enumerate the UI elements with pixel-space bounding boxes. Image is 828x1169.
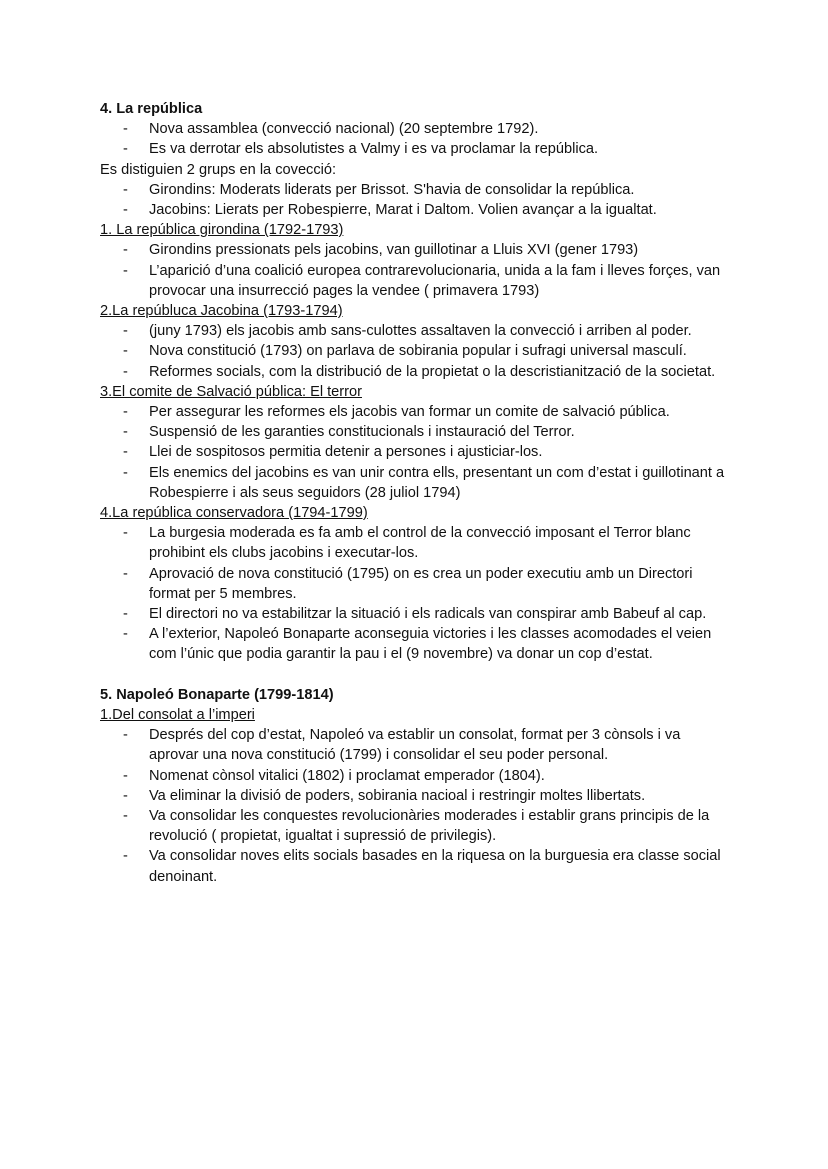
subsection-girondina-heading: 1. La república girondina (1792-1793) (100, 222, 344, 239)
list-item: - Es va derrotar els absolutistes a Valmy i es va proclamar la república. (100, 139, 732, 159)
list-item: - Nomenat cònsol vitalici (1802) i proclamat emperador (1804). (100, 766, 732, 786)
section-5-heading: 5. Napoleó Bonaparte (1799-1814) (100, 686, 334, 703)
conservadora-list (100, 523, 732, 664)
list-item: - Va consolidar noves elits socials basades en la riquesa on la burguesia era classe social denoinant. (100, 846, 732, 886)
consolat-list (100, 725, 732, 887)
list-item: - Nova constitució (1793) on parlava de sobirania popular i sufragi universal masculí. (100, 341, 732, 361)
subsection-conservadora-heading: 4.La república conservadora (1794-1799) (100, 505, 368, 522)
list-item: - (juny 1793) els jacobis amb sans-culottes assaltaven la convecció i arriben al poder. (100, 321, 732, 341)
list-item: - Girondins pressionats pels jacobins, van guillotinar a Lluis XVI (gener 1793) (100, 240, 732, 260)
list-item: - Llei de sospitosos permitia detenir a persones i ajusticiar-los. (100, 442, 732, 462)
list-item: - Va eliminar la divisió de poders, sobirania nacioal i restringir moltes llibertats. (100, 786, 732, 806)
list-item: - Jacobins: Lierats per Robespierre, Marat i Daltom. Volien avançar a la igualtat. (100, 200, 732, 220)
list-item: - Per assegurar les reformes els jacobis van formar un comite de salvació pública. (100, 402, 732, 422)
list-item: - L’aparició d’una coalició europea contrarevolucionaria, unida a la fam i lleves forçes, van provocar una insurrecció pages la vendee ( primavera 1793) (100, 261, 732, 301)
subsection-consolat-heading: 1.Del consolat a l’imperi (100, 706, 255, 723)
section-spacer (100, 665, 732, 685)
list-item: - Suspensió de les garanties constitucionals i instauració del Terror. (100, 422, 732, 442)
list-item: - Els enemics del jacobins es van unir contra ells, presentant un com d’estat i guillotinant a Robespierre i als seus seguidors (28 juliol 1794) (100, 463, 732, 503)
list-item: - La burgesia moderada es fa amb el control de la convecció imposant el Terror blanc prohibint els clubs jacobins i executar-los. (100, 523, 732, 563)
list-item: - A l’exterior, Napoleó Bonaparte aconseguia victories i les classes acomodades el veien com l’únic que podia garantir la pau i el (9 novembre) va donar un cop d’estat. (100, 624, 732, 664)
list-item: - Reformes socials, com la distribució de la propietat o la descristianització de la societat. (100, 362, 732, 382)
girondina-list (100, 240, 732, 301)
list-item: - El directori no va estabilitzar la situació i els radicals van conspirar amb Babeuf al cap. (100, 604, 732, 624)
subsection-terror-heading: 3.El comite de Salvació pública: El terror (100, 383, 362, 400)
list-item: - Després del cop d’estat, Napoleó va establir un consolat, format per 3 cònsols i va aprovar una nova constitució (1799) i consolidar el seu poder personal. (100, 725, 732, 765)
groups-list (100, 180, 732, 220)
jacobina-list (100, 321, 732, 382)
terror-list (100, 402, 732, 503)
subsection-jacobina-heading: 2.La repúbluca Jacobina (1793-1794) (100, 303, 343, 320)
list-item: - Va consolidar les conquestes revolucionàries moderades i establir grans principis de la revolució ( propietat, igualtat i supressió de privilegis). (100, 806, 732, 846)
section-4-intro-list (100, 119, 732, 159)
list-item: - Aprovació de nova constitució (1795) on es crea un poder executiu amb un Directori format per 5 membres. (100, 564, 732, 604)
list-item: - Girondins: Moderats liderats per Brissot. S'havia de consolidar la república. (100, 180, 732, 200)
section-4-heading: 4. La república (100, 101, 203, 117)
groups-intro-text: Es distiguien 2 grups en la covecció: (100, 161, 337, 178)
list-item: - Nova assamblea (convecció nacional) (20 septembre 1792). (100, 119, 732, 139)
